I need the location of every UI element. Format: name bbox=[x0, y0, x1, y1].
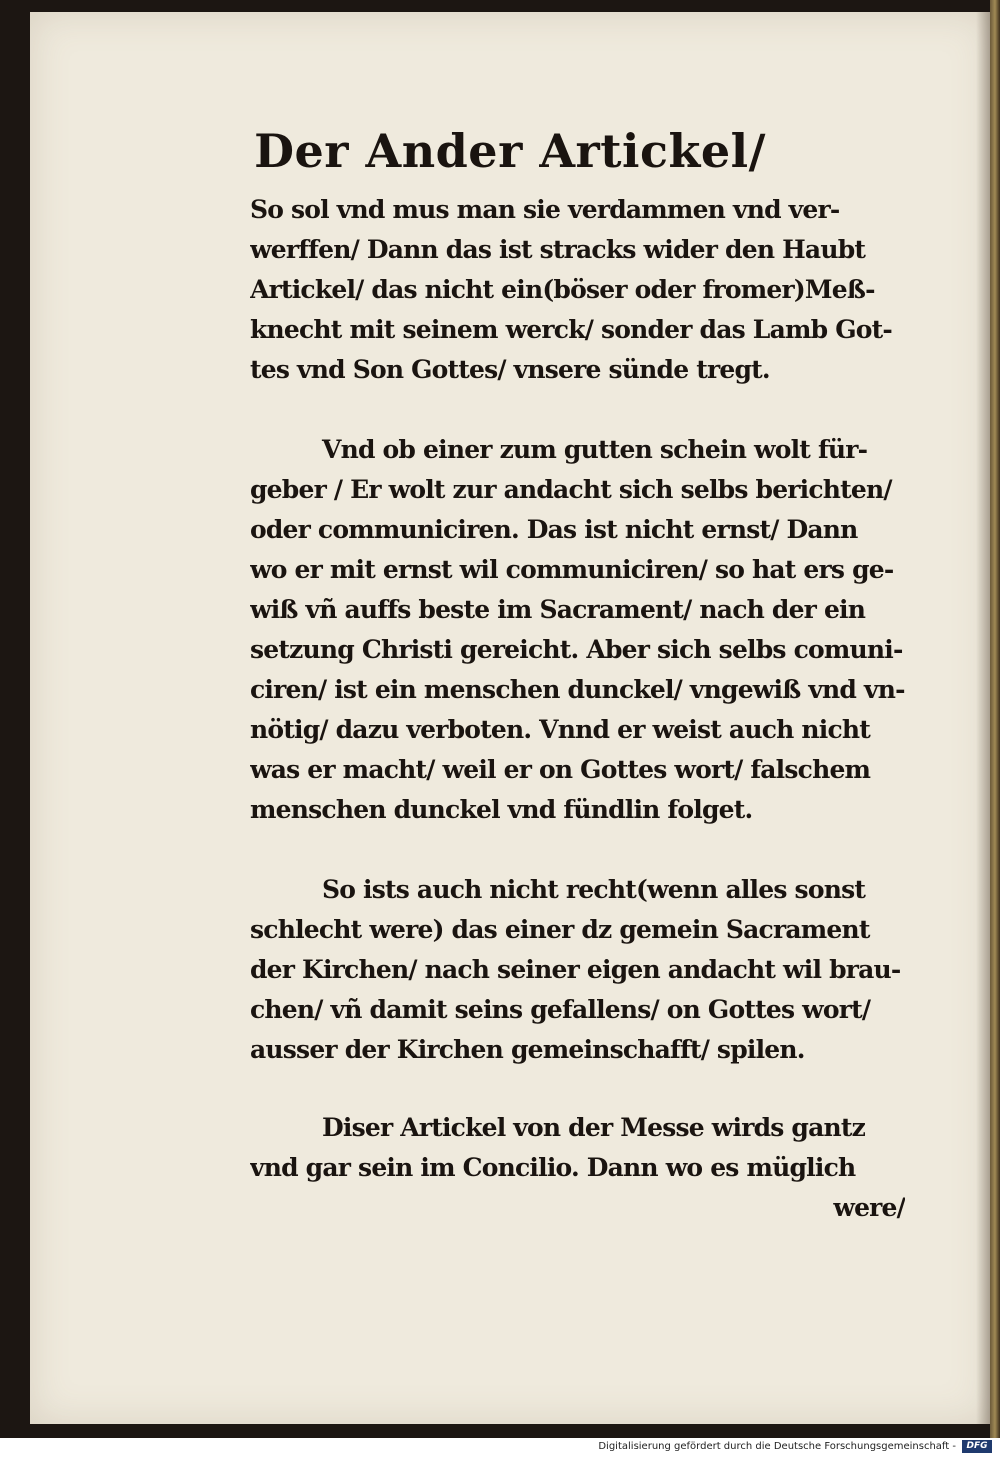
text-line: Vnd ob einer zum gutten schein wolt für- bbox=[322, 435, 868, 464]
paragraph-2 bbox=[250, 430, 905, 830]
text-line: menschen dunckel vnd fündlin folget. bbox=[250, 795, 753, 824]
text-line: was er macht/ weil er on Gottes wort/ falschem bbox=[250, 755, 871, 784]
text-line: geber / Er wolt zur andacht sich selbs berichten/ bbox=[250, 475, 892, 504]
text-line: wo er mit ernst wil communiciren/ so hat ers ge- bbox=[250, 555, 894, 584]
text-line: Diser Artickel von der Messe wirds gantz bbox=[322, 1113, 866, 1142]
text-line: ciren/ ist ein menschen dunckel/ vngewiß vnd vn- bbox=[250, 675, 905, 704]
text-line: nötig/ dazu verboten. Vnnd er weist auch nicht bbox=[250, 715, 871, 744]
funding-credit: Digitalisierung gefördert durch die Deutsche Forschungsgemeinschaft - bbox=[598, 1441, 956, 1452]
dfg-logo: DFG bbox=[962, 1440, 992, 1453]
text-line: wiß vñ auffs beste im Sacrament/ nach der ein bbox=[250, 595, 866, 624]
paragraph-4 bbox=[250, 1108, 905, 1228]
article-heading: Der Ander Artickel/ bbox=[254, 124, 766, 178]
text-line: ausser der Kirchen gemeinschafft/ spilen. bbox=[250, 1035, 805, 1064]
text-line: tes vnd Son Gottes/ vnsere sünde tregt. bbox=[250, 355, 770, 384]
text-line: oder communiciren. Das ist nicht ernst/ Dann bbox=[250, 515, 858, 544]
text-line: chen/ vñ damit seins gefallens/ on Gottes wort/ bbox=[250, 995, 871, 1024]
text-line: So ists auch nicht recht(wenn alles sonst bbox=[322, 875, 866, 904]
book-binding-edge bbox=[990, 0, 1000, 1438]
text-line: der Kirchen/ nach seiner eigen andacht wil brau- bbox=[250, 955, 901, 984]
text-line: So sol vnd mus man sie verdammen vnd ver- bbox=[250, 195, 840, 224]
catchword: were/ bbox=[833, 1193, 905, 1222]
text-line: setzung Christi gereicht. Aber sich selbs comuni- bbox=[250, 635, 903, 664]
paragraph-3 bbox=[250, 870, 905, 1070]
text-line: vnd gar sein im Concilio. Dann wo es müglich bbox=[250, 1153, 856, 1182]
book-page bbox=[30, 12, 990, 1424]
text-line: werffen/ Dann das ist stracks wider den Haubt bbox=[250, 235, 866, 264]
page-gutter-shadow bbox=[976, 12, 990, 1424]
text-line: schlecht were) das einer dz gemein Sacrament bbox=[250, 915, 870, 944]
text-line: Artickel/ das nicht ein(böser oder fromer)Meß- bbox=[250, 275, 875, 304]
paragraph-1 bbox=[250, 190, 905, 390]
text-line: knecht mit seinem werck/ sonder das Lamb Got- bbox=[250, 315, 892, 344]
